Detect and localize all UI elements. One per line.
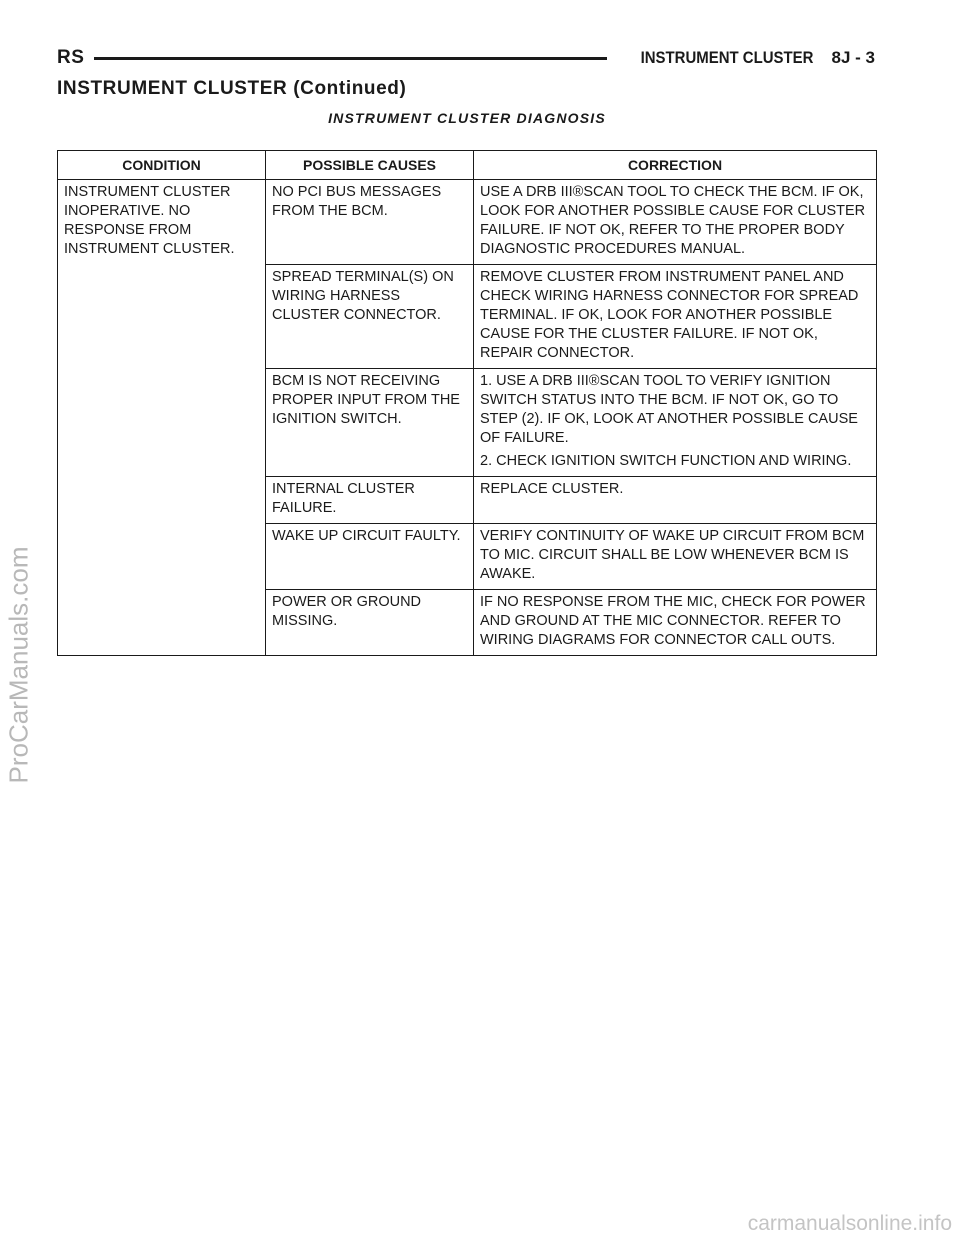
correction-text: REPLACE CLUSTER.	[480, 481, 624, 497]
correction-cell	[474, 180, 877, 265]
column-header-correction: CORRECTION	[474, 151, 877, 180]
condition-cell: INSTRUMENT CLUSTER INOPERATIVE. NO RESPONSE FROM INSTRUMENT CLUSTER.	[58, 180, 266, 656]
side-watermark-text: ProCarManuals.com	[3, 546, 34, 784]
table-row	[58, 180, 877, 265]
cause-cell: INTERNAL CLUSTER FAILURE.	[266, 477, 474, 524]
diagnosis-table	[57, 150, 877, 656]
table-header-row	[58, 151, 877, 180]
correction-cell	[474, 265, 877, 369]
footer-watermark: carmanualsonline.info	[747, 1212, 952, 1235]
header-model-code: RS	[57, 47, 85, 68]
cause-cell: SPREAD TERMINAL(S) ON WIRING HARNESS CLUSTER CONNECTOR.	[266, 265, 474, 369]
header-page-number: 8J - 3	[831, 48, 875, 67]
header-section-title: INSTRUMENT CLUSTER	[640, 48, 814, 67]
correction-step-2: 2. CHECK IGNITION SWITCH FUNCTION AND WIRING.	[480, 453, 852, 469]
cause-cell: NO PCI BUS MESSAGES FROM THE BCM.	[266, 180, 474, 265]
correction-text: IF NO RESPONSE FROM THE MIC, CHECK FOR POWER AND GROUND AT THE MIC CONNECTOR. REFER TO WIRING DIAGRAMS FOR CONNECTOR CALL OUTS.	[480, 594, 866, 648]
cause-cell: BCM IS NOT RECEIVING PROPER INPUT FROM THE IGNITION SWITCH.	[266, 369, 474, 477]
correction-text: REMOVE CLUSTER FROM INSTRUMENT PANEL AND CHECK WIRING HARNESS CONNECTOR FOR SPREAD TERMINAL. IF OK, LOOK FOR ANOTHER POSSIBLE CAUSE FOR THE CLUSTER FAILURE. IF NOT OK, REPAIR CONNECTOR.	[480, 269, 859, 361]
correction-step-1: 1. USE A DRB III®SCAN TOOL TO VERIFY IGNITION SWITCH STATUS INTO THE BCM. IF NOT OK, GO TO STEP (2). IF OK, LOOK AT ANOTHER POSSIBLE CAUSE OF FAILURE.	[480, 373, 858, 446]
correction-cell	[474, 590, 877, 656]
cause-cell: POWER OR GROUND MISSING.	[266, 590, 474, 656]
correction-cell	[474, 369, 877, 477]
correction-text: USE A DRB III®SCAN TOOL TO CHECK THE BCM. IF OK, LOOK FOR ANOTHER POSSIBLE CAUSE FOR CLUSTER FAILURE. IF NOT OK, REFER TO THE PROPER BODY DIAGNOSTIC PROCEDURES MANUAL.	[480, 184, 866, 257]
continued-title: INSTRUMENT CLUSTER (Continued)	[57, 78, 407, 99]
correction-cell	[474, 524, 877, 590]
correction-cell	[474, 477, 877, 524]
column-header-condition: CONDITION	[58, 151, 266, 180]
page-header	[57, 44, 875, 72]
correction-text: VERIFY CONTINUITY OF WAKE UP CIRCUIT FROM BCM TO MIC. CIRCUIT SHALL BE LOW WHENEVER BCM IS AWAKE.	[480, 528, 865, 582]
cause-cell: WAKE UP CIRCUIT FAULTY.	[266, 524, 474, 590]
table-title: INSTRUMENT CLUSTER DIAGNOSIS	[328, 110, 606, 126]
header-rule	[94, 57, 607, 60]
side-watermark	[2, 500, 36, 830]
column-header-possible-causes: POSSIBLE CAUSES	[266, 151, 474, 180]
